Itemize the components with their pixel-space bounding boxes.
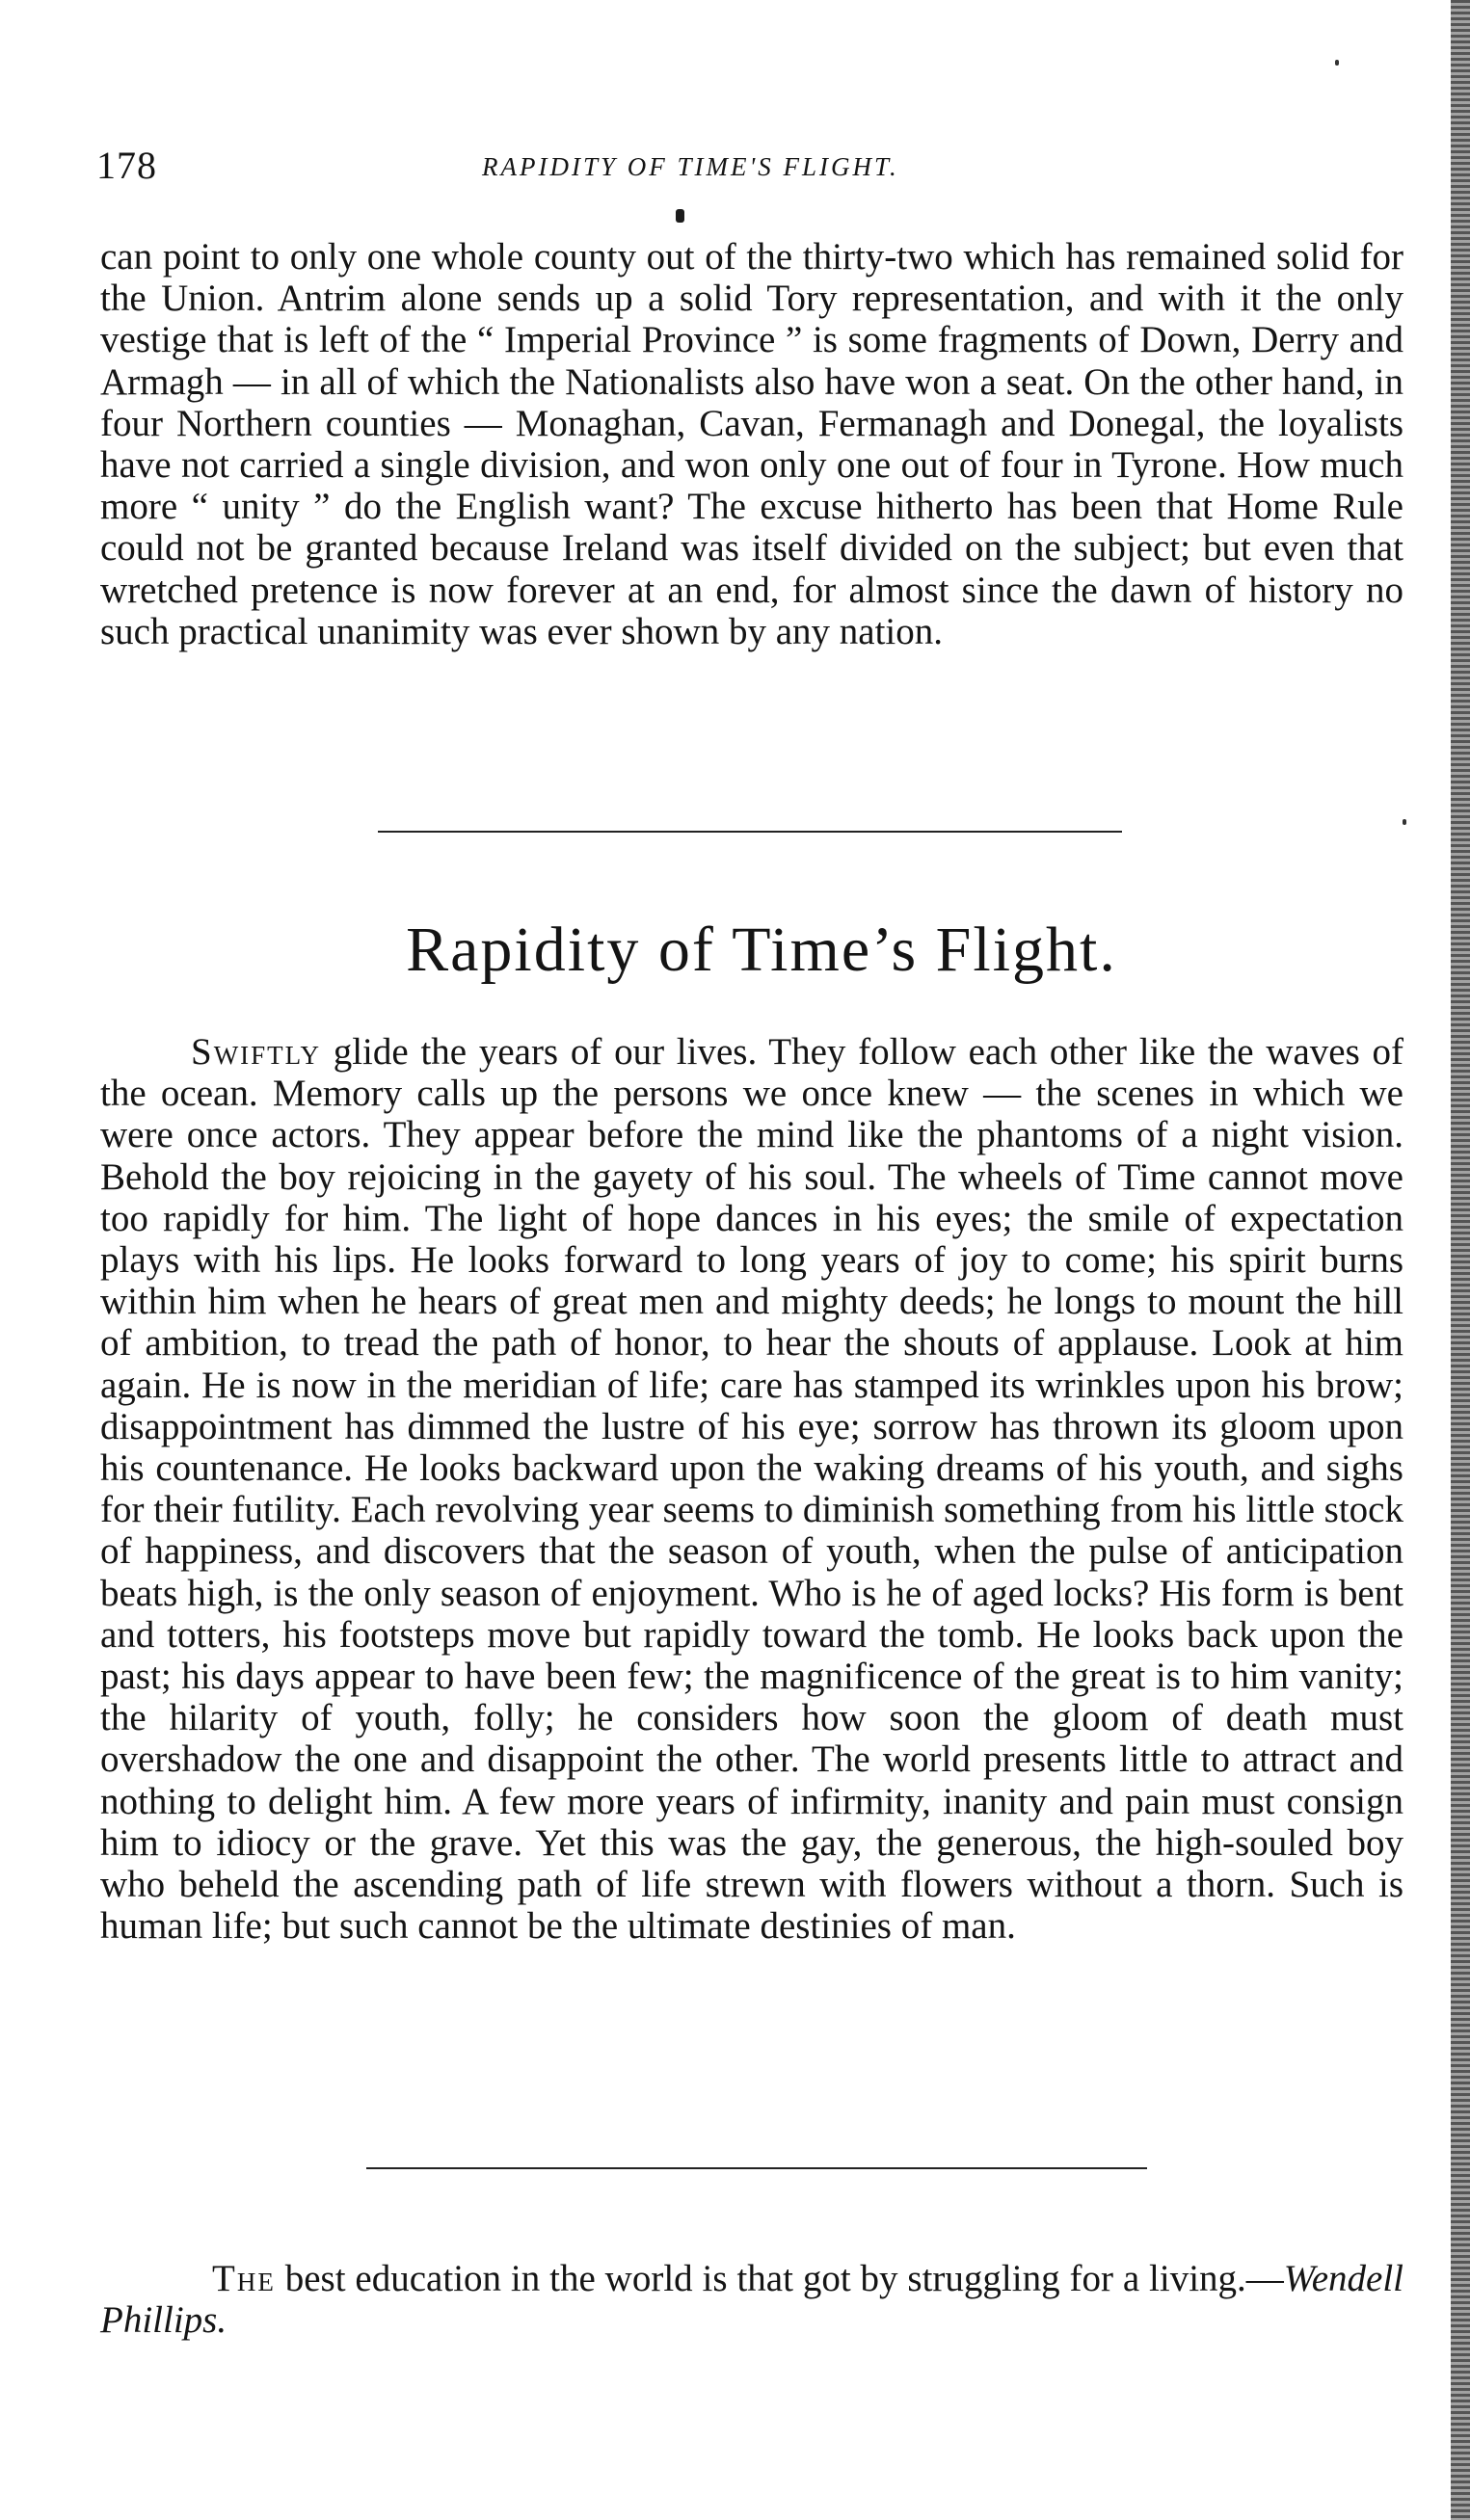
article-body-text: glide the years of our lives. They follow each other like the waves of the ocean. Memory calls up the persons we once knew — the scenes in which we were once actors. They appear before the mind like the phantoms of a night vision. Behold the boy rejoicing in the gayety of his soul. The wheels of Time cannot move too rapidly for him. The light of hope dances in his eyes; the smile of expectation plays with his lips. He looks forward to long years of joy to come; his spirit burns within him when he hears of great men and mighty deeds; he longs to mount the hill of ambition, to tread the path of honor, to hear the shouts of applause. Look at him again. He is now in the meridian of life; care has stamped its wrinkles upon his brow; disappointment has dimmed the lustre of his eye; sorrow has thrown its gloom upon his countenance. He looks backward upon the waking dreams of his youth, and sighs for their futility. Each revolving year seems to diminish something from his little stock of happiness, and discovers that the season of youth, when the pulse of anticipation beats high, is the only season of enjoyment. Who is he of aged locks? His form is bent and totters, his footsteps move but rapidly toward the tomb. He looks back upon the past; his days appear to have been few; the magnificence of the great is to him vanity; the hilarity of youth, folly; he considers how soon the gloom of death must overshadow the one and disappoint the other. The world presents little to attract and nothing to delight him. A few more years of infirmity, inanity and pain must consign him to idiocy or the grave. Yet this was the gay, the generous, the high-souled boy who beheld the ascending path of life strewn with flowers without a thorn. Such is human life; but such cannot be the ultimate destinies of man.: [100, 1031, 1404, 1948]
print-speck: [1403, 819, 1406, 825]
section-divider-rule: [366, 2167, 1147, 2169]
quote-lead-word: The: [212, 2258, 276, 2299]
running-head: [96, 143, 1407, 200]
article-title: Rapidity of Time’s Flight.: [406, 915, 1117, 985]
article-lead-word: Swiftly: [191, 1031, 321, 1073]
quote-author: Wendell Phillips.: [100, 2258, 1403, 2342]
quote-paragraph: [100, 2258, 1403, 2341]
closing-quote: [100, 2258, 1403, 2341]
quote-text: best education in the world is that got by struggling for a living.—: [284, 2258, 1284, 2299]
page-number: 178: [96, 144, 157, 187]
print-speck: [1335, 60, 1339, 66]
previous-article-continuation: [100, 236, 1403, 652]
previous-article-paragraph: can point to only one whole county out of the thirty-two which has remained solid for the Union. Antrim alone sends up a solid Tory representation, and with it the only vestige that is left of the “ Imperial Province ” is some fragments of Down, Derry and Armagh — in all of which the Nationalists also have won a seat. On the other hand, in four Northern counties — Monaghan, Cavan, Fermanagh and Donegal, the loyalists have not carried a single division, and won only one out of four in Tyrone. How much more “ unity ” do the English want? The excuse hitherto has been that Home Rule could not be granted because Ireland was itself divided on the subject; but even that wretched pretence is now forever at an end, for almost since the dawn of history no such practical unanimity was ever shown by any nation.: [100, 236, 1403, 652]
section-divider-rule: [378, 831, 1122, 833]
ink-dot-mark: [676, 209, 684, 223]
article-body: [100, 1031, 1403, 1947]
page-edge-shadow: [1451, 0, 1470, 2520]
article-paragraph: [100, 1031, 1403, 1947]
running-title: RAPIDITY OF TIME'S FLIGHT.: [482, 152, 899, 181]
